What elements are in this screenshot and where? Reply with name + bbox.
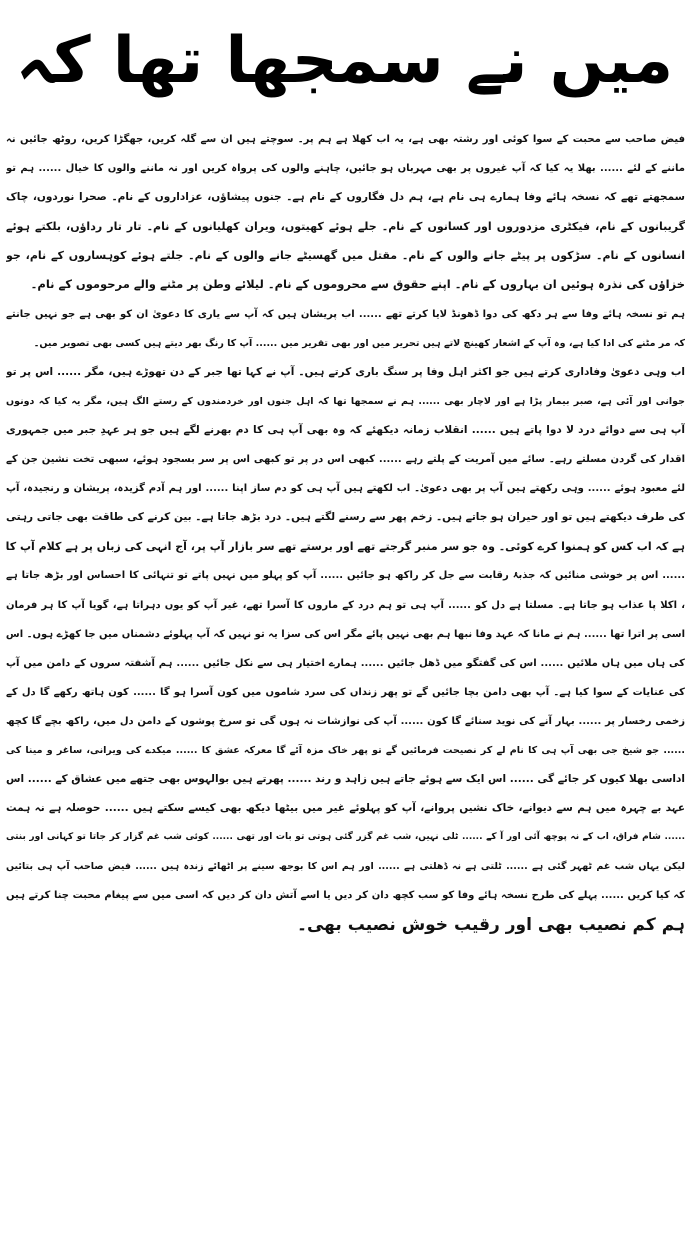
- paragraph-line: گریبانوں کے نام، فیکٹری مزدوروں اور کسانوں کے نام۔ جلے ہوئے کھیتوں، ویران کھلیانوں کے نام۔ تار تار رداؤں، بلکتے ہوئے: [6, 220, 685, 234]
- paragraph-line: ہے کہ اب کس کو ہمنوا کرے کوئی۔ وہ جو سر منبر گرجتے تھے اور برستے تھے سر بازار آپ پر، آج انہی کی زباں پر ہے کلام آپ کا: [6, 540, 685, 554]
- paragraph-line: ...... شام فراق، اب کے نہ پوچھ آئی اور آ کے ...... ٹلی نہیں، شب غم گزر گئی ہوتی تو بات اور تھی ...... کوئی شب غم گزار کر جاتا تو کہانی اور بنتی: [6, 832, 685, 843]
- paragraph-line: انسانوں کے نام۔ سڑکوں پر پیٹے جانے والوں کے نام۔ مقتل میں گھسیٹے جانے والوں کے نام۔ جلتے ہوئے کوہساروں کے نام، جو: [6, 249, 685, 263]
- paragraph-line: جوانی اور آئی ہے، صبر بیمار پڑا ہے اور لاچار بھی ...... ہم نے سمجھا تھا کہ اہل جنوں اور خردمندوں کے رستے الگ ہیں، مگر یہ کیا کہ دونوں: [6, 395, 685, 407]
- paragraph-line: فیض صاحب سے محبت کے سوا کوئی اور رشتہ بھی ہے، یہ اب کھلا ہے ہم پر۔ سوچتے ہیں ان سے گلہ کریں، جھگڑا کریں، روٹھ جائیں نہ: [6, 134, 685, 145]
- paragraph-line: ، اکلا پا عذاب ہو جاتا ہے۔ مسلتا ہے دل کو ...... آپ ہی تو ہم درد کے ماروں کا آسرا تھے، غیر آپ کو یوں دہراتا ہے، گویا آپ کا ہر فرمان: [6, 599, 685, 611]
- paragraph-line: کی ہاں میں ہاں ملائیں ...... اس کی گفتگو میں ڈھل جائیں ...... ہمارے اختیار ہی سے نکل جائیں ...... ہم آشفتہ سروں کے دامن میں آپ: [6, 657, 685, 669]
- paragraph-line: اداسی بھلا کیوں کر جائے گی ...... اس ایک سے ہوئے جاتے ہیں زاہد و رند ...... پھرتے ہیں بوالہوس بھی جتھے میں عشاق کے ...... اس: [6, 773, 685, 786]
- paragraph-line: ...... اس پر خوشی منائیں کہ جذبۂ رقابت سے جل کر راکھ ہو جائیں ...... آپ کو پہلو میں نہیں پاتے تو تنہائی کا احساس اور بڑھ جاتا ہے: [6, 570, 685, 582]
- headline-text: میں نے سمجھا تھا کہ: [15, 24, 674, 98]
- paragraph-line: ...... جو شیخ جی بھی آپ ہی کا نام لے کر نصیحت فرمائیں گے تو پھر خاک مزہ آئے گا معرکہ عشق کا ...... میکدے کی ویرانی، ساغر و مینا کی: [6, 744, 685, 756]
- paragraph-line: ہم کم نصیب بھی اور رقیب خوش نصیب بھی۔: [297, 914, 685, 935]
- paragraph-line: اقدار کی گردن مسلتے رہے۔ سائے میں آمریت کے پلتے رہے ...... کبھی اس در پر تو کبھی اس پر سر بسجود ہوئے، سبھی تخت نشین جن کے: [6, 454, 685, 466]
- paragraph-line: کی عنایات کے سوا کیا ہے۔ آپ بھی دامن بچا جائیں گے تو پھر زنداں کی سرد شاموں میں کون آسرا ہو گا ...... کون ہاتھ رکھے گا دل کے: [6, 686, 685, 698]
- paragraph-line: سمجھتے تھے کہ نسخہ ہائے وفا ہمارے ہی نام ہے، ہم دل فگاروں کے نام ہے۔ جنوں پیشاؤں، عزاداروں کے نام۔ صحرا نوردوں، چاک: [6, 191, 685, 204]
- paragraph-line: کہ مر مٹنے کی ادا کیا ہے، وہ آپ کے اشعار کھینچ لاتے ہیں تحریر میں اور بھی تقریر میں ...... آپ کا رنگ بھر دیتے ہیں کسی بھی تصویر میں۔: [33, 337, 685, 349]
- paragraph-line: زخمی رخسار پر ...... بہار آنے کی نوید سنائے گا کون ...... آپ کی نوازشات نہ ہوں گی تو سرخ پوشوں کے دامن دل میں، راکھ بچے گا کچھ: [6, 715, 685, 727]
- paragraph-line: اب وہی دعویٰ وفاداری کرتے ہیں جو اکثر اہل وفا پر سنگ باری کرتے ہیں۔ آپ نے کہا تھا جبر کے دن تھوڑے ہیں، مگر ...... اس پر تو: [6, 365, 685, 378]
- paragraph-line: عہد بے چہرہ میں ہم سے دیوانے، خاک نشیں پروانے، آپ کو پہلوئے غیر میں بیٹھا دیکھ بھی کیسے سکتے ہیں ...... حوصلہ ہے نہ ہمت: [6, 802, 685, 815]
- paragraph-line: خزاؤں کی نذرہ ہوئیں ان بہاروں کے نام۔ اپنے حقوق سے محروموں کے نام۔ لیلائے وطن پر مٹنے والے مرحوموں کے نام۔: [30, 277, 685, 292]
- paragraph-line: لئے معبود ہوئے ...... وہی رکھتے ہیں آپ پر بھی دعویٰ۔ اب لکھتے ہیں آپ ہی کو دم ساز اپنا ...... اور ہم آدم گزیدہ، پریشان و رنجیدہ، آپ: [6, 483, 685, 495]
- paragraph-line: آپ ہی سے دوائے درد لا دوا پاتے ہیں ...... انقلاب زمانہ دیکھئے کہ وہ بھی آپ ہی کا دم بھرنے لگے ہیں جو ہر عہدِ جبر میں جمہوری: [6, 423, 685, 436]
- paragraph-line: اسی پر اترا تھا ...... ہم نے مانا کہ عہد وفا نبھا ہم بھی نہیں پائے مگر اس کی سزا یہ تو نہیں کہ آپ پہلوئے دشمناں میں جا کھڑے ہوں۔ اس: [6, 628, 685, 640]
- paragraph-line: کہ کیا کریں ...... پہلے کی طرح نسخہ ہائے وفا کو سب کچھ دان کر دیں یا اسے آتش دان کر دیں کہ اسی میں سے پیغام محبت چنا کرتے ہیں: [6, 890, 685, 902]
- paragraph-line: ہم تو نسخہ ہائے وفا سے ہر دکھ کی دوا ڈھونڈ لایا کرتے تھے ...... اب پریشان ہیں کہ آپ سے یاری کا دعویٰ ان کو بھی ہے جو نہیں جانتے: [6, 308, 685, 320]
- paragraph-line: ماننے کے لئے ...... بھلا یہ کیا کہ آپ غیروں پر بھی مہرباں ہو جائیں، چاہنے والوں کی پرواہ کریں اور نہ ماننے والوں کا خیال ...... ہم تو: [6, 163, 685, 175]
- paragraph-line: لیکن یہاں شب غم ٹھہر گئی ہے ...... ٹلتی ہے نہ ڈھلتی ہے ...... اور ہم اس کا بوجھ سینے پر اٹھائے زندہ ہیں ...... فیض صاحب آپ ہی بتائیں: [6, 861, 685, 873]
- article-headline: [0, 0, 689, 122]
- article-body: [6, 125, 685, 940]
- paragraph-line: کی طرف دیکھتے ہیں تو اور حیران ہو جاتے ہیں۔ زخم پھر سے رسنے لگتے ہیں۔ درد بڑھ جاتا ہے۔ بین کرنے کی طاقت بھی جاتی رہتی: [6, 511, 685, 524]
